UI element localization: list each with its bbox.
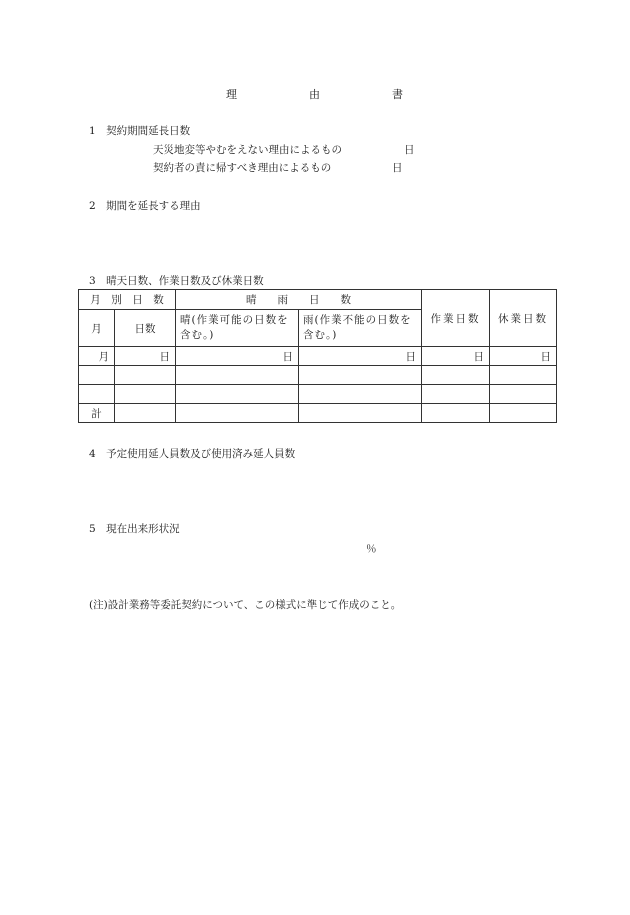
monthly-days-header: 月 別 日 数 [79,290,176,310]
table-cell [490,385,557,404]
table-cell [422,385,490,404]
table-cell [490,366,557,385]
footnote: (注)設計業務等委託契約について、この様式に準じて作成のこと。 [89,599,402,611]
section1-line1-text: 天災地変等やむをえない理由によるもの [153,144,342,156]
table-cell [422,366,490,385]
section3-heading: 3 晴天日数、作業日数及び休業日数 [89,275,264,287]
rain-header: 雨(作業不能の日数を含む。) [299,310,422,347]
table-cell [79,385,115,404]
section1-line2-unit: 日 [392,162,403,174]
table-cell [115,366,176,385]
table-cell [299,385,422,404]
weather-days-header: 晴 雨 日 数 [176,290,422,310]
table-row [79,347,557,366]
table-cell [299,404,422,423]
table-row [79,366,557,385]
table-cell [422,404,490,423]
table-cell [79,366,115,385]
table-row [79,385,557,404]
section1-line2-text: 契約者の責に帰すべき理由によるもの [153,162,332,174]
cell-work-unit: 日 [422,347,490,366]
table-cell [176,404,299,423]
table-cell [115,404,176,423]
table-header-row-1 [79,290,557,310]
cell-days-unit: 日 [115,347,176,366]
cell-rain-unit: 日 [299,347,422,366]
table-cell [299,366,422,385]
table-cell [176,366,299,385]
work-days-header: 作業日数 [422,290,490,347]
title-char-3: 書 [392,88,403,101]
title-char-1: 理 [226,88,237,101]
section5-percent: ％ [366,543,377,555]
table-cell [176,385,299,404]
section2-heading: 2 期間を延長する理由 [89,200,201,212]
title-char-2: 由 [309,88,320,101]
section5-heading: 5 現在出来形状況 [89,523,180,535]
section4-heading: 4 予定使用延人員数及び使用済み延人員数 [89,448,296,460]
total-label: 計 [79,404,115,423]
month-header: 月 [79,310,115,347]
cell-rest-unit: 日 [490,347,557,366]
section1-heading: 1 契約期間延長日数 [89,125,191,137]
section1-line1-unit: 日 [404,144,415,156]
sunny-header: 晴(作業可能の日数を含む。) [176,310,299,347]
cell-sunny-unit: 日 [176,347,299,366]
weather-days-table [78,289,557,423]
rest-days-header: 休業日数 [490,290,557,347]
cell-month-unit: 月 [79,347,115,366]
days-header: 日数 [115,310,176,347]
table-cell [115,385,176,404]
table-total-row [79,404,557,423]
table-cell [490,404,557,423]
